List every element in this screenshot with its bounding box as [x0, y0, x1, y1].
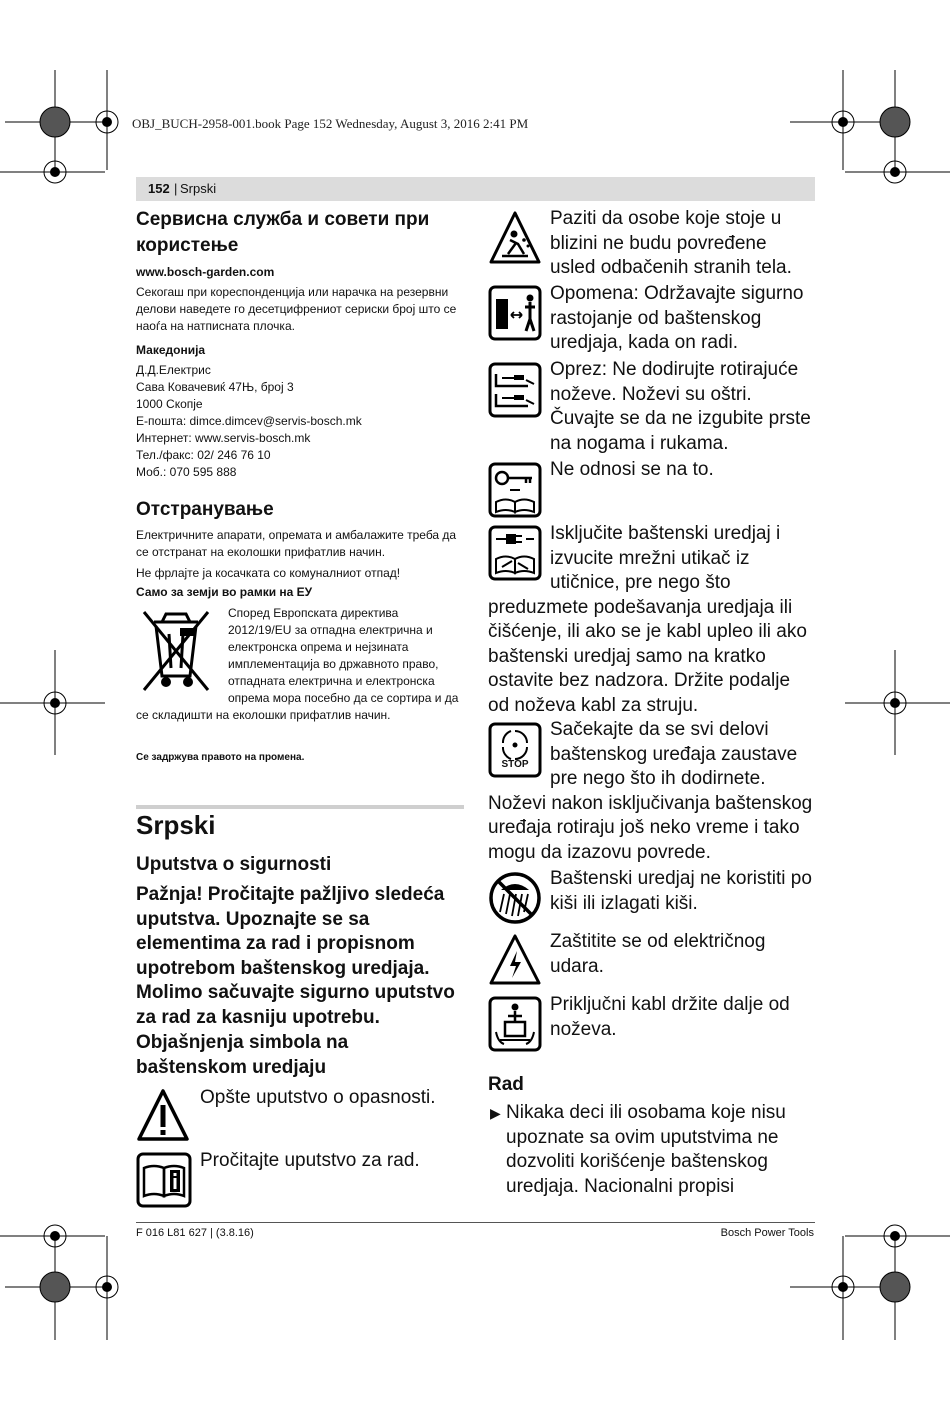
page-header	[136, 177, 815, 201]
warning-triangle-icon	[136, 1087, 190, 1145]
mk-intro: Секогаш при кореспонденција или нарачка на резервни делови наведете го десетцифрениот сериски број што се наоѓа на натписната плочка.	[136, 285, 457, 333]
sym-bystander-block	[488, 207, 814, 281]
sym-general-text: Opšte uputstvo o opasnosti.	[200, 1087, 436, 1108]
sym-shock-text: Zaštitite se od električnog udara.	[550, 931, 766, 977]
mk-address	[136, 362, 464, 481]
sym-unplug-text: Isključite baštenski uredjaj i izvucite mrežni utikač iz utičnice, pre nego što preduzmete podešavanja uredjaja ili čišćenje, ili ako se je kabl upleo ili ako baštenski uredjaj samo na kratko ostavite bez nadzora. Držite podalje od noževa kabl za struju.	[488, 523, 807, 716]
address-mobile: Моб.: 070 595 888	[136, 465, 237, 479]
sym-blades-text: Oprez: Ne dodirujte rotirajuće noževe. Noževi su oštri. Čuvajte se da ne izgubite prste na nogama i rukama.	[550, 359, 811, 454]
bullet-triangle-icon: ▶	[490, 1105, 501, 1121]
sym-unplug-block	[488, 522, 814, 718]
sym-rain-text: Baštenski uredjaj ne koristiti po kiši ili izlagati kiši.	[550, 868, 812, 914]
sym-manual-text: Pročitajte uputstvo za rad.	[200, 1150, 420, 1171]
mk-disposal-title: Отстранување	[136, 499, 274, 520]
sym-distance-block	[488, 282, 814, 356]
header-language: Srpski	[180, 181, 217, 196]
sym-stop-text: Sačekajte da se svi delovi baštenskog uređaja zaustave pre nego što ih dodirnete. Noževi nakon isključivanja baštenskog uređaja rotiraju još neko vreme i tako mogu da izazovu povrede.	[488, 719, 813, 863]
sym-cable-block	[488, 993, 814, 1042]
mk-eu-text: Според Европската директива 2012/19/EU за отпадна електрична и електронска опрема и нејзината имплементација во државното право, отпадната електрична и електронска опрема мора посебно да се сортира и да се складишти на еколошки прифатлив начин.	[136, 606, 459, 722]
sr-safety-title: Uputstva o sigurnosti	[136, 854, 332, 875]
footer-rule	[136, 1222, 815, 1223]
address-phone: Тел./факс: 02/ 246 76 10	[136, 448, 271, 462]
mk-reserve-note: Се задржува правото на промена.	[136, 752, 305, 763]
address-email: E-пошта: dimce.dimcev@servis-bosch.mk	[136, 414, 362, 428]
rad-bullet-text: Nikaka deci ili osobama koje nisu upoznate sa ovim uputstvima ne dozvoliti korišćenje baštenskog uredjaja. Nacionalni propisi	[506, 1102, 786, 1197]
sym-key-block	[488, 458, 814, 483]
stop-label: STOP	[501, 759, 529, 770]
sym-bystander-text: Paziti da osobe koje stoje u blizini ne budu povređene usled odbačenih stranih tela.	[550, 208, 792, 278]
read-manual-icon	[136, 1152, 192, 1208]
sym-stop-block	[488, 718, 814, 865]
sym-distance-text: Opomena: Održavajte sigurno rastojanje od baštenskog uredjaja, kada on radi.	[550, 283, 804, 353]
mk-eu-title: Само за земји во рамки на ЕУ	[136, 585, 313, 599]
sym-key-text: Ne odnosi se na to.	[550, 459, 714, 480]
mk-country: Македонија	[136, 343, 206, 357]
mk-service-title: Сервисна служба и совети при користење	[136, 209, 430, 256]
footer-brand: Bosch Power Tools	[720, 1227, 814, 1239]
rad-title: Rad	[488, 1074, 524, 1095]
book-slug: OBJ_BUCH-2958-001.book Page 152 Wednesday, August 3, 2016 2:41 PM	[132, 116, 529, 131]
footer-doc-id: F 016 L81 627 | (3.8.16)	[136, 1227, 254, 1239]
sr-symbols-title: Objašnjenja simbola na baštenskom uredjaju	[136, 1032, 349, 1078]
address-line: Сава Ковачевиќ 47Њ, број 3	[136, 380, 294, 394]
address-line: Д.Д.Електрис	[136, 363, 211, 377]
sym-shock-block	[488, 930, 814, 979]
mk-disposal-p2: Не фрлајте ја косачката со комуналниот отпад!	[136, 566, 401, 580]
sym-rain-block	[488, 867, 814, 916]
sym-blades-block	[488, 358, 814, 456]
mk-url: www.bosch-garden.com	[136, 265, 275, 279]
address-web: Интернет: www.servis-bosch.mk	[136, 431, 311, 445]
sym-cable-text: Priključni kabl držite dalje od noževa.	[550, 994, 790, 1040]
page-number: 152	[148, 181, 170, 196]
mk-eu-text-block	[136, 605, 464, 724]
address-line: 1000 Скопје	[136, 397, 203, 411]
sr-title: Srpski	[136, 810, 216, 840]
sr-warning: Pažnja! Pročitajte pažljivo sledeća uputstva. Upoznajte se sa elementima za rad i propisnom upotrebom baštenskog uredjaja. Molimo sačuvajte sigurno uputstvo za rad za kasniju upotrebu.	[136, 884, 455, 1028]
header-separator: |	[174, 181, 178, 196]
section-divider	[136, 805, 464, 809]
mk-disposal-p1: Електричните апарати, опремата и амбалажите треба да се отстранат на еколошки прифатлив начин.	[136, 528, 457, 559]
